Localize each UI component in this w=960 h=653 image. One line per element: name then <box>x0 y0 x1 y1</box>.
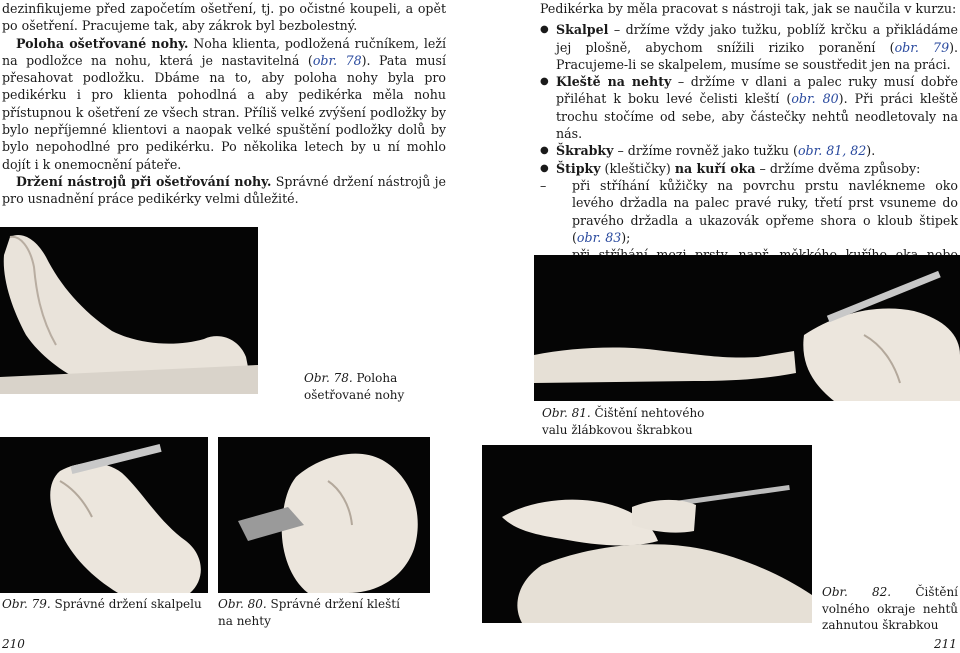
caption-fig-81: Obr. 81. Čištění nehtového valu žlábkovou škrabkou <box>542 406 705 437</box>
figure-ref-80: obr. 80 <box>791 91 839 107</box>
sublist-item-skin: – při stříhání kůžičky na povrchu prstu navlékneme oko levého držadla na palec pravé ruky, třetí prst vsuneme do pravého držadla a ukazovák opřeme shora o kloub štipek (obr. 83); <box>540 177 958 246</box>
caption-fig-79: Obr. 79. Správné držení skalpelu <box>2 597 202 611</box>
page-number-left: 210 <box>2 637 25 651</box>
caption-fig-82: Obr. 82. Čištění volného okraje nehtů zahnutou škrabkou <box>822 585 959 632</box>
paragraph-holding-tools: Držení nástrojů při ošetřování nohy. Správné držení nástrojů je pro usnadnění práce pedikérky velmi důležité. <box>2 173 447 207</box>
figure-ref-78: obr. 78 <box>312 52 362 68</box>
photo-nail-edge-scraper <box>482 445 812 623</box>
list-item-nippers: ● Štipky (kleštičky) na kuří oka – držíme dvěma způsoby: – při stříhání kůžičky na povrchu prstu navlékneme oko levého držadla na palec pravé ruky, třetí prst vsuneme do pravého držadla a ukazovák opřeme shora o kloub štipek (obr. 83); – <box>540 160 958 316</box>
groove-scraper-illustration <box>534 255 960 401</box>
foot-illustration <box>0 227 258 394</box>
photo-foot-position <box>0 227 258 394</box>
heading-foot-position: Poloha ošetřované nohy. <box>16 35 189 51</box>
page-number-right: 211 <box>934 637 957 651</box>
list-item-scalpel: ● Skalpel – držíme vždy jako tužku, poblíž krčku a přikládáme jej plošně, abychom snížili riziko poranění (obr. 79). Pracujeme-li se skalpelem, musíme se soustředit jen na práci. <box>540 21 958 73</box>
heading-holding-tools: Držení nástrojů při ošetřování nohy. <box>16 173 272 189</box>
figure-ref-81-82: obr. 81, 82 <box>797 143 867 159</box>
list-item-scrapers: ● Škrabky – držíme rovněž jako tužku (obr. 81, 82). <box>540 142 958 159</box>
caption-fig-78: Obr. 78. Poloha ošetřované nohy <box>304 371 405 402</box>
figure-ref-79: obr. 79 <box>894 39 950 55</box>
photo-scalpel-grip <box>0 437 208 593</box>
clippers-hand-illustration <box>218 437 430 593</box>
paragraph-disinfection: dezinfikujeme před započetím ošetření, tj. po očistné koupeli, a opět po ošetření. Pracujeme tak, aby zákrok byl bezbolestný. <box>2 1 446 34</box>
edge-scraper-illustration <box>482 445 812 623</box>
list-item-nail-clippers: ● Kleště na nehty – držíme v dlani a palec ruky musí dobře přiléhat k boku levé čelisti kleští (obr. 80). Při práci kleště trochu stočíme od sebe, aby částečky nehtů neodletovaly na nás. <box>540 73 958 142</box>
photo-nail-groove-scraper <box>534 255 960 401</box>
left-column-text <box>2 0 446 208</box>
figure-ref-83: obr. 83 <box>576 229 622 245</box>
caption-fig-80: Obr. 80. Správné držení kleští na nehty <box>218 597 400 628</box>
scalpel-hand-illustration <box>0 437 208 593</box>
paragraph-intro: Pedikérka by měla pracovat s nástroji tak, jak se naučila v kurzu: <box>540 1 957 16</box>
photo-clippers-grip <box>218 437 430 593</box>
paragraph-foot-position: Poloha ošetřované nohy. Noha klienta, podložená ručníkem, leží na podložce na nohu, která je nastavitelná (obr. 78). Pata musí přesahovat podložku. Dbáme na to, aby poloha nohy byla pro pedikérku i pro klienta pohodlná a aby pedikérka měla nohu přístupnou k ošetření ze všech stran. Příliš velké zvýšení podložky by bylo nepříjemné klientovi a naopak velké spuštění podložky dolů by bylo nepohodlné pro pedikérku. Po několika letech by u ní mohlo dojít i k onemocnění páteře. <box>2 35 446 172</box>
